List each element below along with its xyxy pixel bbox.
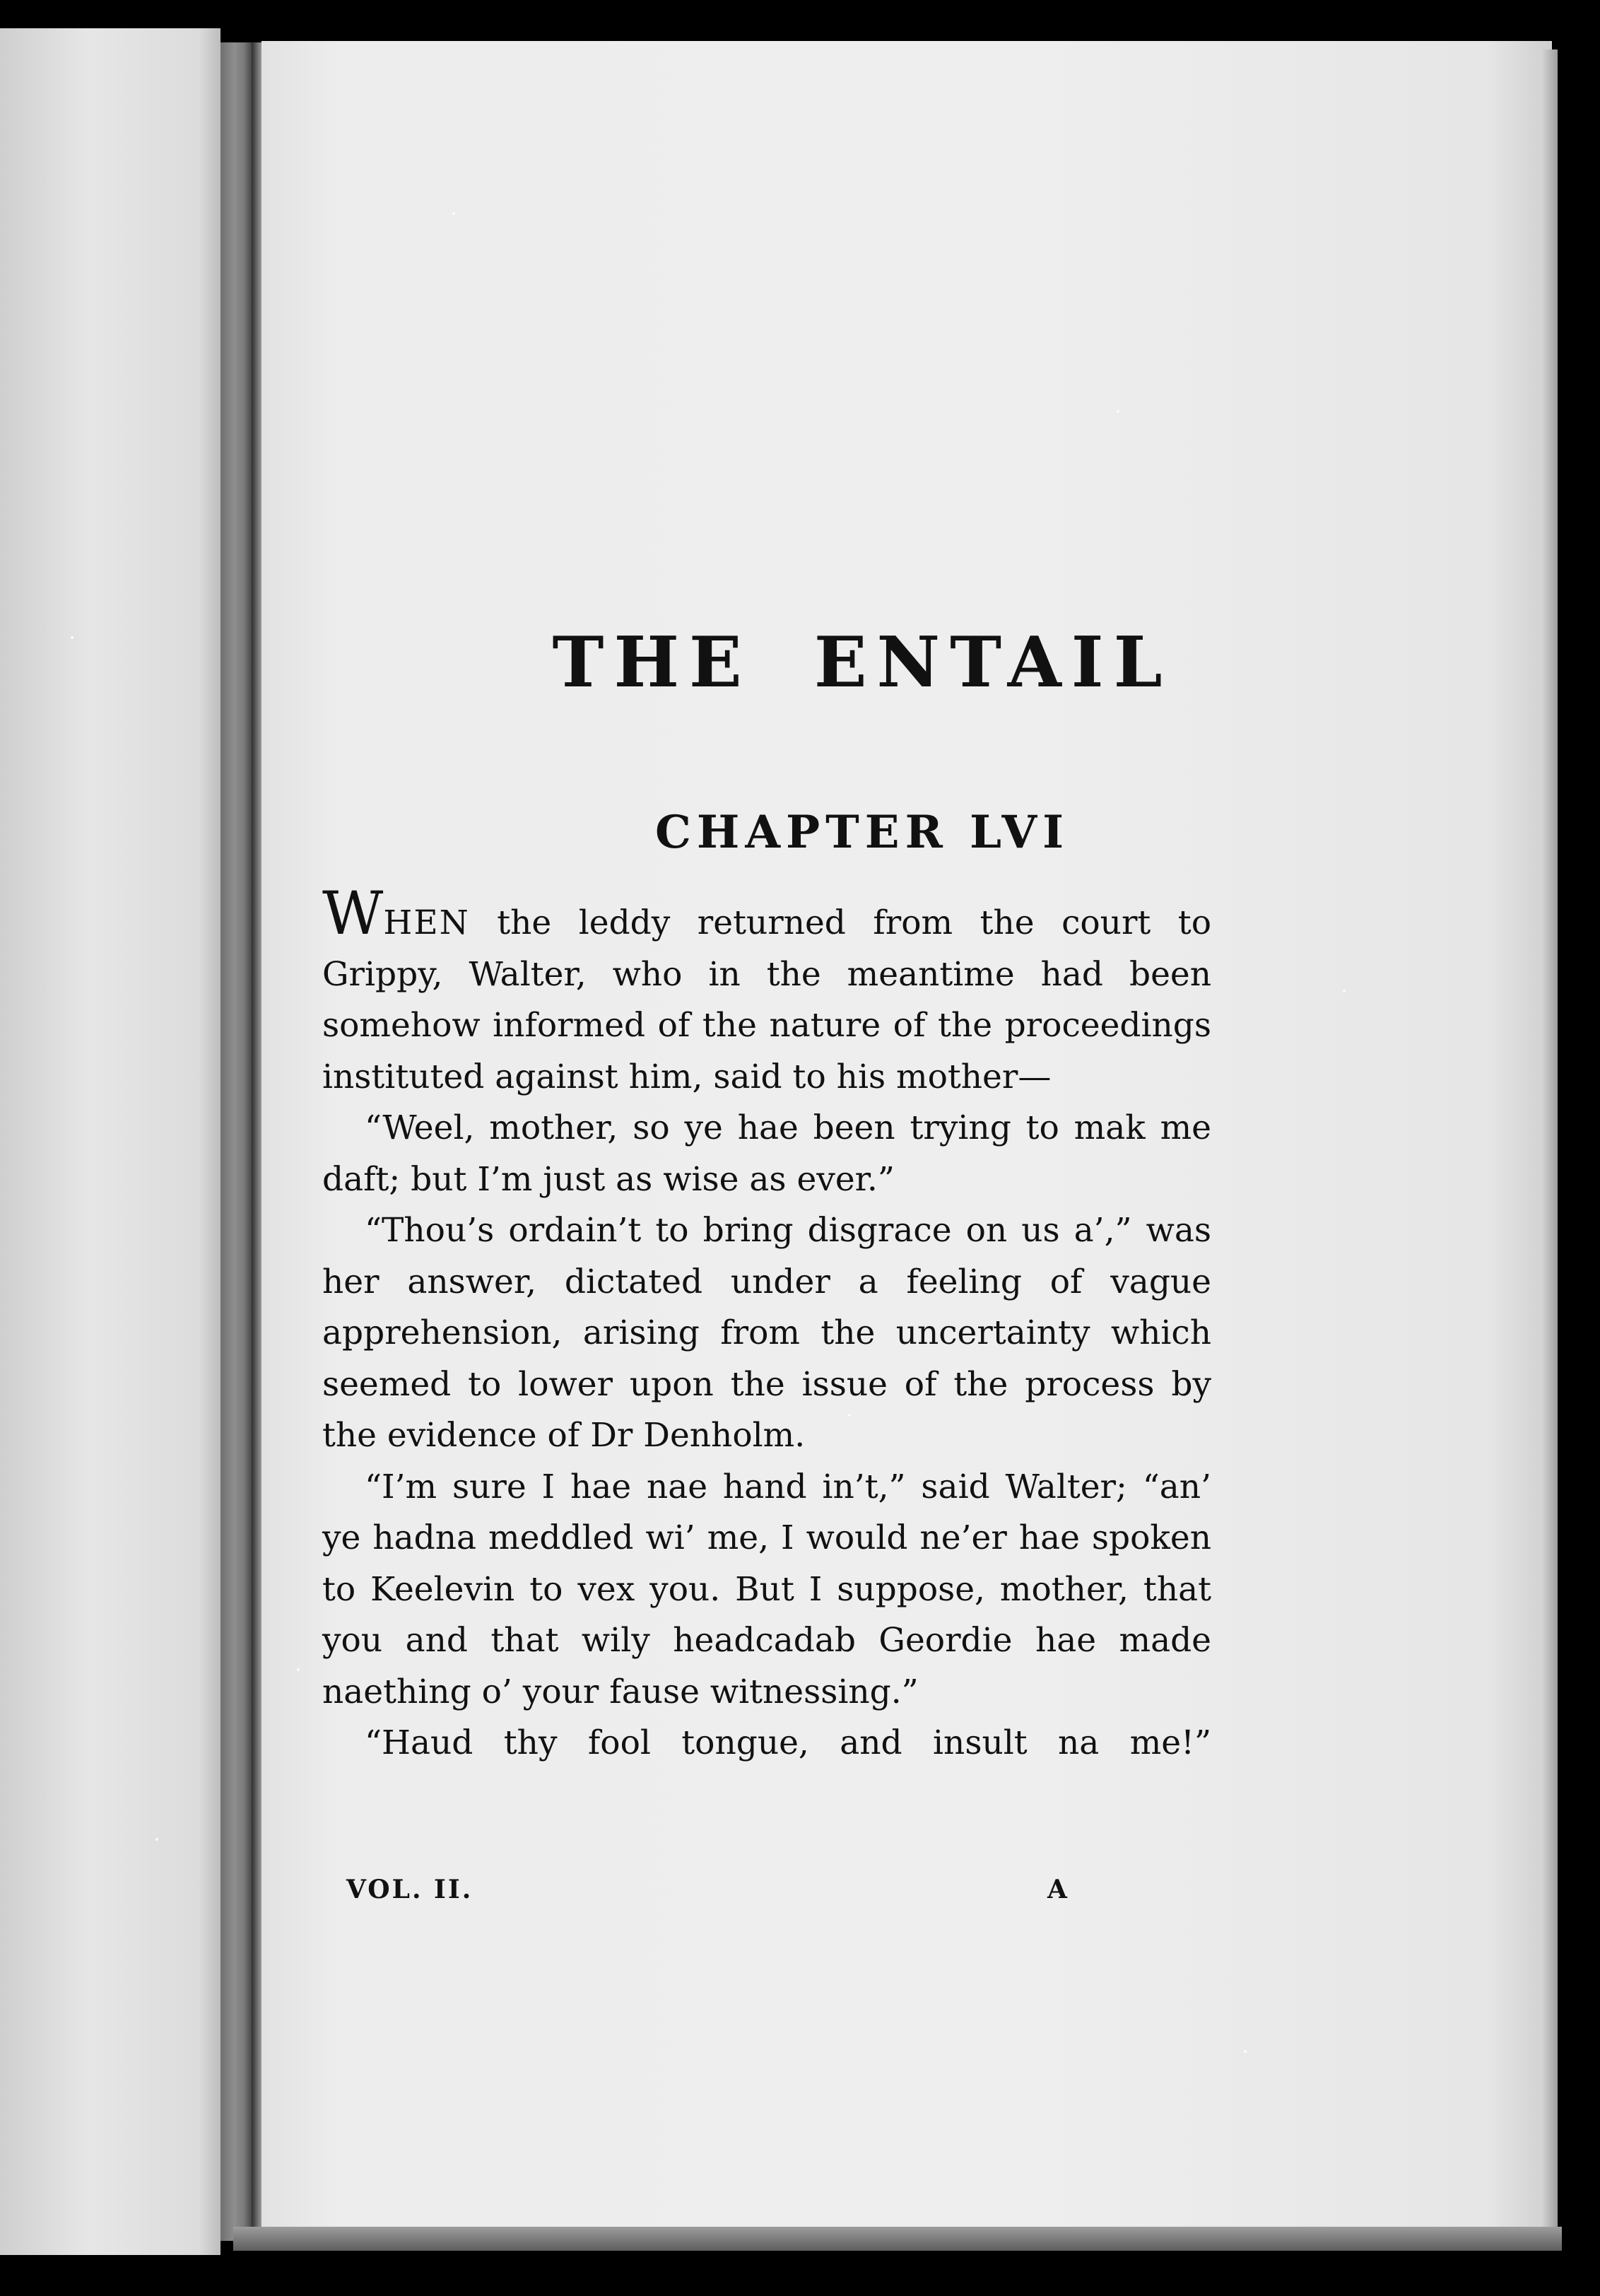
chapter-body bbox=[322, 879, 1211, 1769]
book-gutter bbox=[220, 42, 252, 2241]
gutter-shadow bbox=[252, 42, 261, 2241]
paragraph: “I’m sure I hae nae hand in’t,” said Walter; “an’ ye hadna meddled wi’ me, I would ne’er hae spoken to Keelevin to vex you. But I suppose, mother, that you and that wily headcadab Geordie hae made naething o’ your fause witnessing.” bbox=[322, 1467, 1211, 1711]
scan-speck bbox=[1117, 410, 1119, 413]
paragraph: “Thou’s ordain’t to bring disgrace on us a’,” was her answer, dictated under a feeling of vague apprehension, arising from the uncertainty which seemed to lower upon the issue of the process by the evidence of Dr Denholm. bbox=[322, 1211, 1211, 1455]
scan-speck bbox=[155, 1838, 158, 1841]
scan-speck bbox=[848, 1414, 851, 1417]
paragraph: “Haud thy fool tongue, and insult na me!” bbox=[365, 1723, 1211, 1762]
book-title: THE ENTAIL bbox=[552, 622, 1172, 703]
page-bottom-edge bbox=[233, 2227, 1562, 2251]
volume-signature: VOL. II. bbox=[346, 1875, 473, 1904]
paragraph-opening bbox=[322, 879, 1211, 1103]
scan-speck bbox=[1244, 2050, 1247, 2053]
scan-speck bbox=[297, 1668, 300, 1671]
scan-speck bbox=[1343, 990, 1346, 992]
gathering-signature: A bbox=[1047, 1875, 1067, 1904]
paragraph: “Weel, mother, so ye hae been trying to mak me daft; but I’m just as wise as ever.” bbox=[322, 1108, 1211, 1199]
scan-speck bbox=[452, 212, 455, 215]
opening-word-rest: HEN bbox=[383, 903, 470, 942]
scan-speck bbox=[71, 636, 73, 639]
drop-cap: W bbox=[322, 879, 384, 948]
left-facing-page bbox=[0, 28, 220, 2255]
page-right-edge bbox=[1541, 49, 1558, 2241]
paragraph-text: the leddy returned from the court to Grippy, Walter, who in the meantime had been somehow informed of the nature of the proceedings instituted against him, said to his mother— bbox=[322, 903, 1211, 1096]
chapter-heading: CHAPTER LVI bbox=[654, 806, 1070, 859]
